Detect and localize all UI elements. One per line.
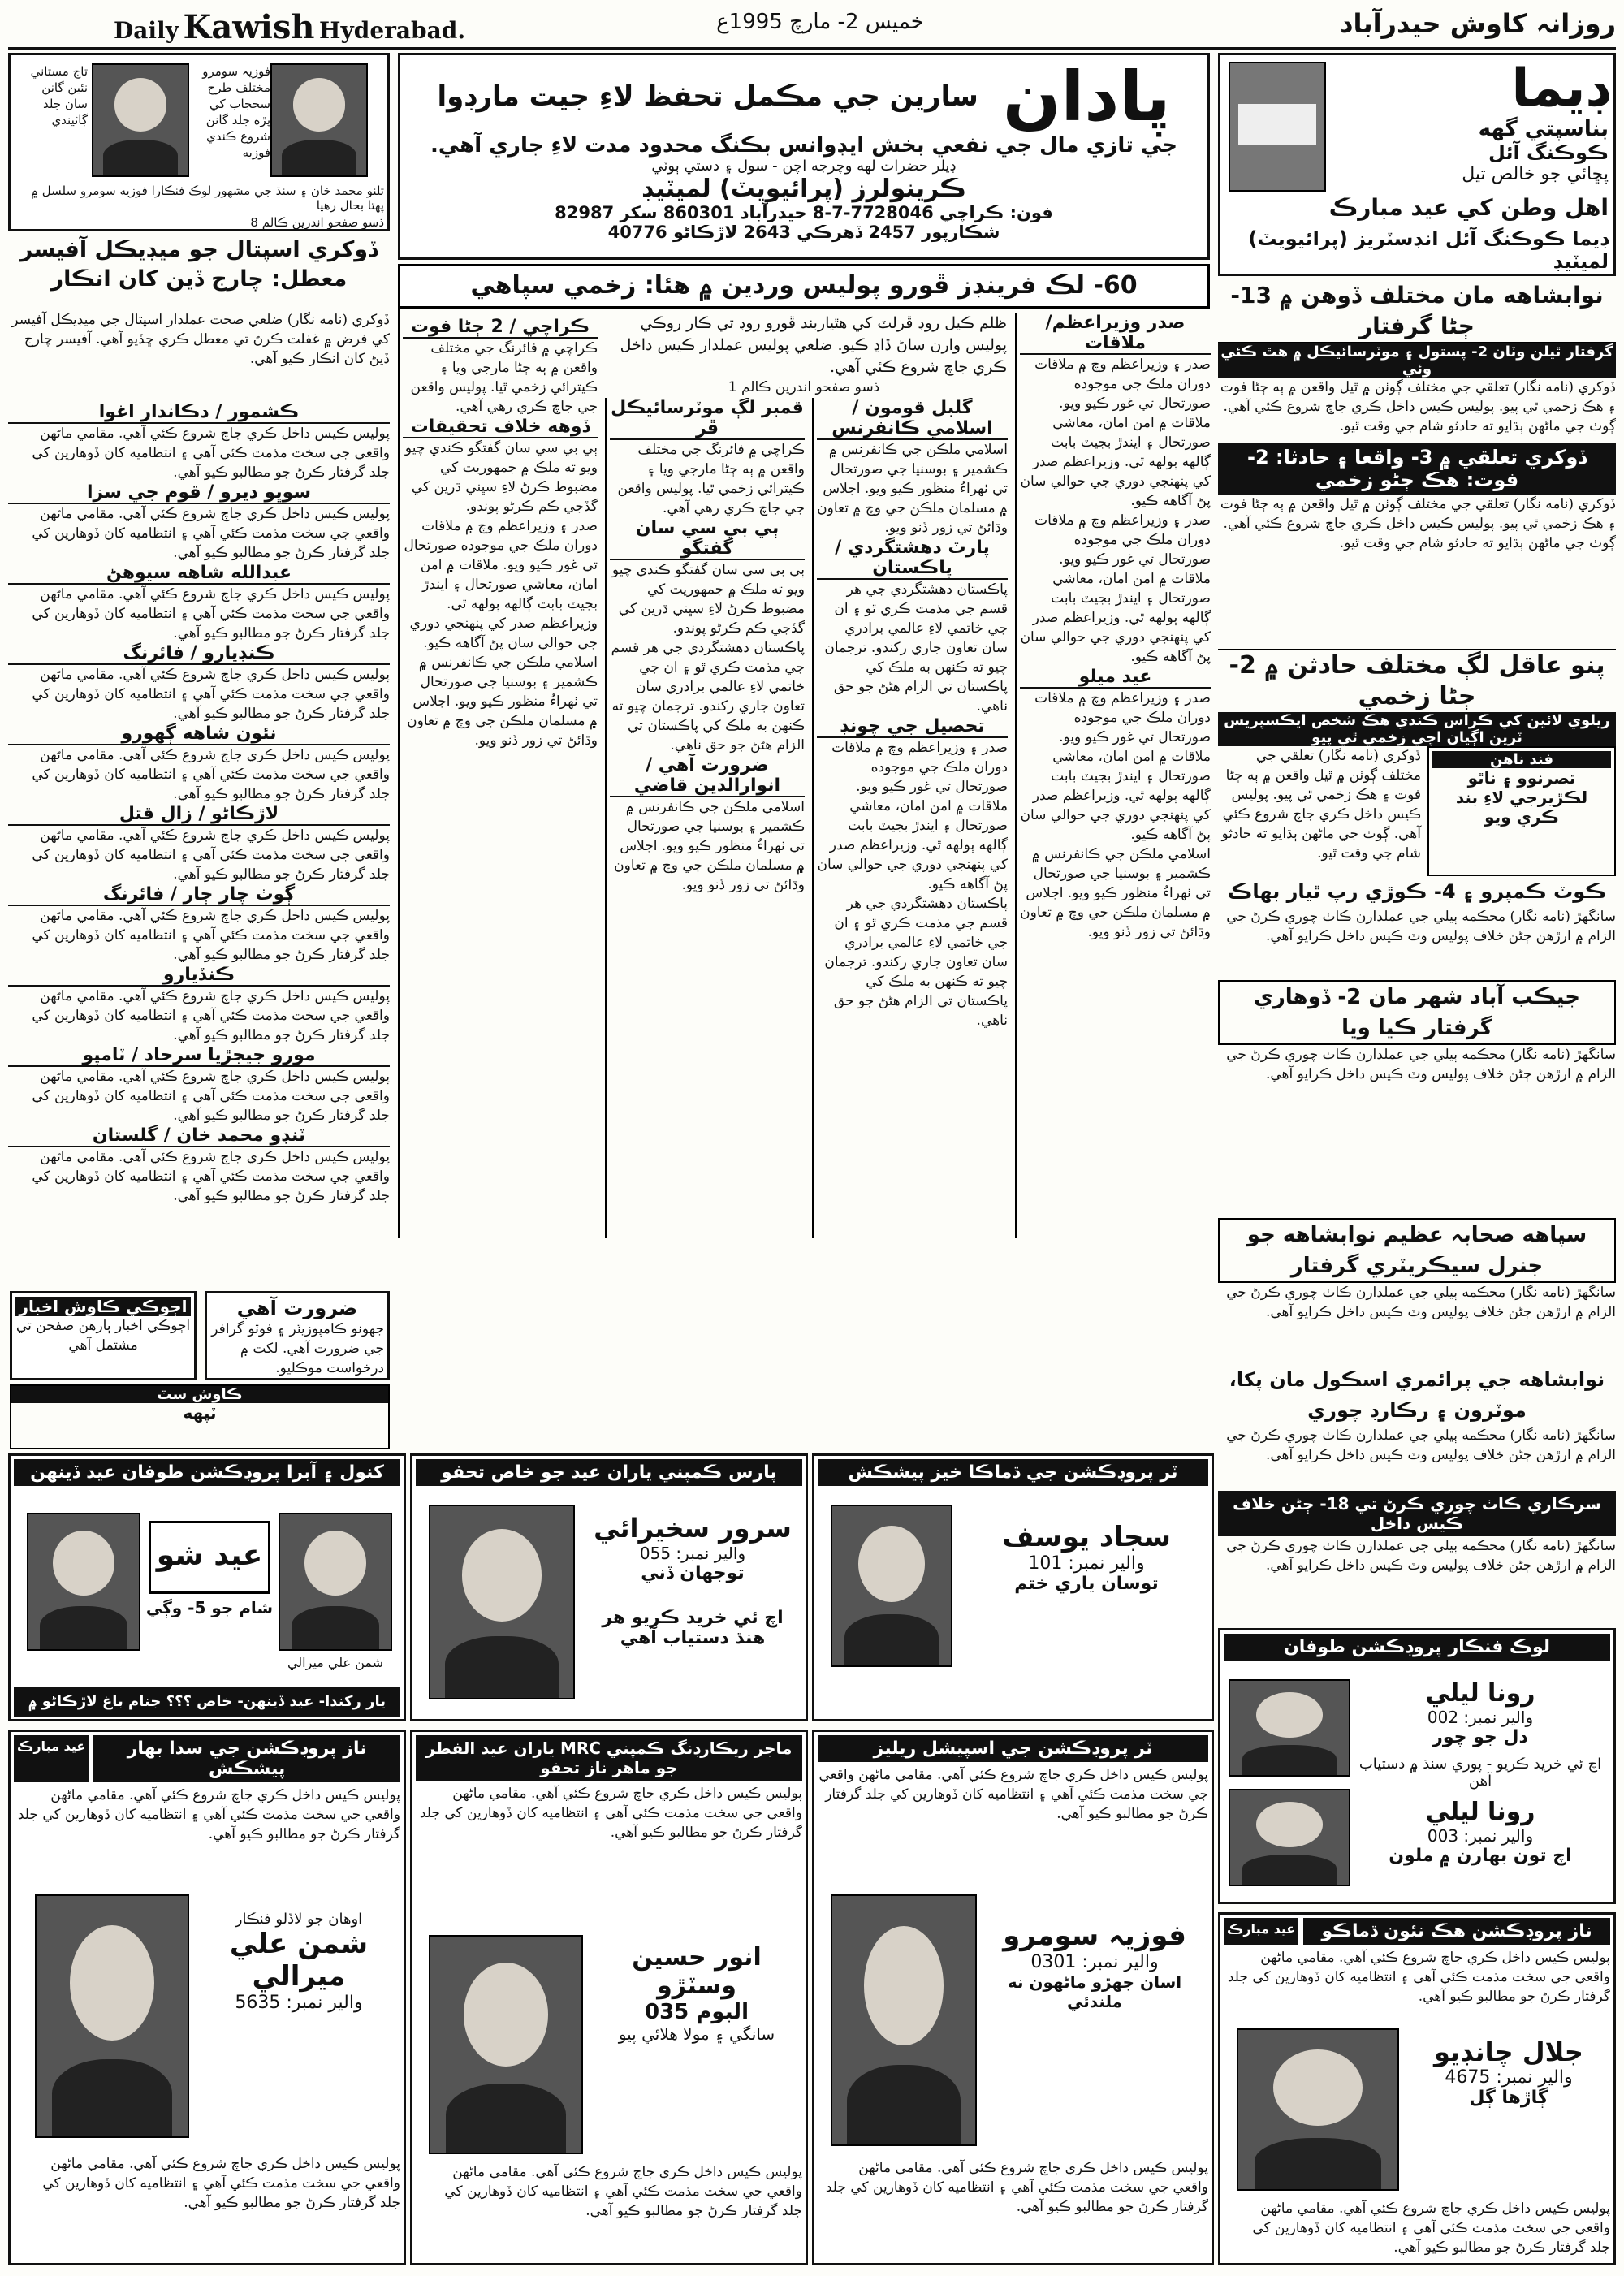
portrait-photo-1 xyxy=(270,63,368,177)
left-item-5: لاڙڪاڻو / زال قتل xyxy=(8,804,390,826)
cassette-ad-4-photo xyxy=(1229,1679,1350,1777)
cassette-ad-5-photo xyxy=(35,1894,189,2138)
cassette-ad-4-volume-2: والير نمبر: 003 xyxy=(1427,1826,1534,1846)
left-item-3-body: پوليس ڪيس داخل ڪري جاچ شروع ڪئي آهي. مقامي ماڻهن واقعي جي سخت مذمت ڪئي آهي ۽ انتظاميه کان ڏوهارين کي جلد گرفتار ڪرڻ جو مطالبو ڪيو آهي. xyxy=(32,667,390,722)
right-sub-3: ريلوي لائين کي ڪراس ڪندي هڪ شخص ايڪسپريس ٽرين اڳيان اچي زخمي ٿي پيو xyxy=(1218,712,1616,746)
right-sub-1: گرفتار ٿيلن وٽان 2- پستول ۽ موٽرسائيڪل ۾ هٿ ڪئي وئي xyxy=(1218,343,1616,378)
cassette-ad-3 xyxy=(812,1453,1214,1721)
cassette-ad-4-artist: رونا ليلي xyxy=(1425,1679,1535,1708)
cassette-ad-7-label: ٽر پروڊڪشن جي اسپيشل ريليز xyxy=(818,1735,1208,1762)
center-col-2-head: گلبل قومون / اسلامي ڪانفرنس xyxy=(817,398,1008,440)
cassette-ad-2-title: توجهان ڏني xyxy=(641,1563,745,1583)
portrait-photo-2 xyxy=(92,63,189,177)
masthead-left-title xyxy=(114,8,520,49)
center-col-6-body: ڪراچي ۾ فائرنگ جي مختلف واقعن ۾ ٻه ڄڻا مارجي ويا ۽ ڪيترائي زخمي ٿيا. پوليس واقعن جي جاچ ڪري رهي آهي. xyxy=(617,442,805,516)
center-col-4-body-b: پاڪستان دهشتگردي جي هر قسم جي مذمت ڪري ٿو ۽ ان جي خاتمي لاءِ عالمي برادري سان تعاون جاري رکندو. ترجمان چيو ته ڪنهن به ملڪ کي پاڪستان تي الزام هڻڻ جو حق ناهي. xyxy=(611,640,805,754)
cassette-ad-8-body: پوليس ڪيس داخل ڪري جاچ شروع ڪئي آهي. مقامي ماڻهن واقعي جي سخت مذمت ڪئي آهي ۽ انتظاميه کان ڏوهارين کي جلد گرفتار ڪرڻ جو مطالبو ڪيو آهي. xyxy=(1227,1950,1610,2005)
center-col-7-head: ڏوهه خلاف تحقيقات xyxy=(403,417,598,438)
left-item-8: مورو جيجڙيا سرحاد / ٽامپو xyxy=(8,1045,390,1067)
padan-phones-2: شڪارپور 2457 ڏهرڪي 2643 لاڙڪاڻو 40776 xyxy=(607,222,1000,242)
center-col-7-body: ٻي بي سي سان گفتگو ڪندي چيو ويو ته ملڪ ۾ جمهوريت کي مضبوط ڪرڻ لاءِ سڀني ڌرين کي گڏجي ڪم ڪرڻو پوندو. xyxy=(404,440,598,515)
cassette-ad-2 xyxy=(410,1453,808,1721)
cassette-ad-6-footer: پوليس ڪيس داخل ڪري جاچ شروع ڪئي آهي. مقامي ماڻهن واقعي جي سخت مذمت ڪئي آهي ۽ انتظاميه کان ڏوهارين کي جلد گرفتار ڪرڻ جو مطالبو ڪيو آهي. xyxy=(444,2164,802,2219)
right-headline-3: پنو عاقل لڳ مختلف حادثن ۾ 2- ڄڻا زخمي xyxy=(1218,649,1616,712)
cassette-ad-7-body: پوليس ڪيس داخل ڪري جاچ شروع ڪئي آهي. مقامي ماڻهن واقعي جي سخت مذمت ڪئي آهي ۽ انتظاميه کان ڏوهارين کي جلد گرفتار ڪرڻ جو مطالبو ڪيو آهي. xyxy=(818,1767,1208,1822)
cassette-ad-8-label: ناز پروڊڪشن هڪ نئون ڌماڪو xyxy=(1303,1918,1610,1945)
dima-ad xyxy=(1218,53,1616,276)
cassette-ad-5-volume: والير نمبر: 5635 xyxy=(235,1993,363,2013)
oil-can-icon xyxy=(1229,62,1326,192)
cassette-ad-8 xyxy=(1218,1912,1616,2265)
cassette-ad-2-info xyxy=(591,1513,794,1699)
padan-company: ڪرينولرز (پرائيويٽ) لميٽيڊ xyxy=(641,175,966,203)
dima-greeting: اهل وطن کي عيد مبارڪ xyxy=(1328,194,1609,221)
right-body-1: ڏوکري (نامه نگار) تعلقي جي مختلف ڳوٺن ۾ ٿيل واقعن ۾ ٻه ڄڻا فوت ۽ هڪ زخمي ٿي پيو. پوليس ڪيس داخل ڪري جاچ شروع ڪئي آهي. ڳوٺ جي ماڻهن ٻڌايو ته حادثو شام جي وقت ٿيو. xyxy=(1220,379,1616,434)
dima-line1: بناسپتي گهه xyxy=(1478,117,1609,141)
cassette-ad-7-volume: والير نمبر: 0301 xyxy=(1030,1952,1159,1972)
center-col-1 xyxy=(1015,313,1214,1238)
cassette-ad-8-eid-badge: عيد مبارڪ xyxy=(1224,1918,1298,1945)
cassette-ad-3-label: ٽر پروڊڪشن جي ڌماڪا خيز پيشڪش xyxy=(818,1459,1208,1486)
right-body-7: سانگهڙ (نامه نگار) محڪمه ٻيلي جي عملدارن ڪاٺ چوري ڪرڻ جي الزام ۾ ارڙهن ڄڻن خلاف پوليس وٽ ڪيس داخل ڪرايو آهي. xyxy=(1226,1427,1616,1463)
portrait-caption-2: تاج مستاني نئين گانن سان جلد ڳائيندي xyxy=(30,64,88,127)
cassette-ad-1-artist: شمن علي ميرالي xyxy=(287,1655,384,1670)
padan-header xyxy=(410,57,1198,136)
cassette-ad-7-title: اسان جهڙو ماڻهون نه ملندئي xyxy=(1007,1972,1182,2011)
dima-address xyxy=(1225,273,1609,276)
right-body-5: سانگهڙ (نامه نگار) محڪمه ٻيلي جي عملدارن ڪاٺ چوري ڪرڻ جي الزام ۾ ارڙهن ڄڻن خلاف پوليس وٽ ڪيس داخل ڪرايو آهي. xyxy=(1226,1047,1616,1082)
cassette-ad-3-info xyxy=(969,1521,1204,1683)
cassette-ad-4-volume: والير نمبر: 002 xyxy=(1427,1708,1534,1727)
cassette-ad-8-photo xyxy=(1237,2028,1399,2191)
cassette-ad-2-photo xyxy=(429,1505,575,1699)
cassette-ad-5-eid-badge: عيد مبارڪ xyxy=(14,1735,89,1782)
masthead-date: خميس 2- مارچ 1995ع xyxy=(716,10,924,34)
wanted-ad-body: جهونو ڪامپوزيٽر ۽ فوٽو گرافر جي ضرورت آهي. لکت ۾ درخواست موڪليو. xyxy=(211,1321,384,1376)
right-headline-7: نوابشاهه جي پرائمري اسڪول مان پکا، موٽرون ۽ رڪارڊ چوري xyxy=(1229,1368,1605,1422)
cassette-ad-6-label: ماجر ريڪارڊنگ ڪمپني MRC ياران عيد الفطر جو ماهر ناز تحفو xyxy=(416,1735,802,1781)
cassette-ad-3-title: توسان ياري ختم xyxy=(1014,1574,1159,1594)
main-headline: 60- لڪ فرينڊز ڦورو پوليس وردين ۾ هئا: زخمي سپاهي xyxy=(398,264,1210,309)
right-box-3-body: تصرنوو ۽ ناٿو لڪڙيرجي لاءِ بند ڪري ويو xyxy=(1455,768,1588,827)
center-col-5-head: ڪراچي / 2 ڄڻا فوت xyxy=(403,317,598,339)
cassette-ad-5-artist: شمن علي ميرالي xyxy=(229,1928,369,1993)
center-col-10-body-b: پاڪستان دهشتگردي جي هر قسم جي مذمت ڪري ٿو ۽ ان جي خاتمي لاءِ عالمي برادري سان تعاون جاري رکندو. ترجمان چيو ته ڪنهن به ملڪ کي پاڪستان تي الزام هڻڻ جو حق ناهي. xyxy=(824,896,1008,1029)
cassette-ad-6-body: پوليس ڪيس داخل ڪري جاچ شروع ڪئي آهي. مقامي ماڻهن واقعي جي سخت مذمت ڪئي آهي ۽ انتظاميه کان ڏوهارين کي جلد گرفتار ڪرڻ جو مطالبو ڪيو آهي. xyxy=(419,1786,802,1841)
cassette-ad-1-footer: يار رکندا- عيد ڏينهن- خاص ؟؟؟ جنام باغ لاڙڪاڻو ۾ xyxy=(14,1687,400,1717)
cassette-ad-4-photo-2 xyxy=(1229,1789,1350,1886)
center-col-3-head: پارٽ دهشتگردي / پاڪستان xyxy=(817,538,1008,580)
cassette-ad-5-info xyxy=(197,1911,400,2154)
center-col-2 xyxy=(812,398,1011,1238)
center-col-8-body: صدر ۽ وزيراعظم وچ ۾ ملاقات دوران ملڪ جي موجوده صورتحال تي غور ڪيو ويو. ملاقات ۾ امن امان، معاشي صورتحال ۽ ايندڙ بجيٽ بابت ڳالهه ٻولهه ٿي. وزيراعظم صدر کي پنهنجي دوري جي حوالي سان پڻ آگاهه ڪيو. xyxy=(1020,690,1211,843)
left-item-7-body: پوليس ڪيس داخل ڪري جاچ شروع ڪئي آهي. مقامي ماڻهن واقعي جي سخت مذمت ڪئي آهي ۽ انتظاميه کان ڏوهارين کي جلد گرفتار ڪرڻ جو مطالبو ڪيو آهي. xyxy=(32,988,390,1043)
cassette-ad-8-volume: والير نمبر: 4675 xyxy=(1445,2067,1573,2088)
cassette-ad-6-volume: البوم 035 xyxy=(645,2000,749,2024)
right-headline-2: ڏوکري تعلقي ۾ 3- واقعا ۽ حادثا: 2- فوت: هڪ ڄڻو زخمي xyxy=(1218,443,1616,495)
center-col-4-body: ٻي بي سي سان گفتگو ڪندي چيو ويو ته ملڪ ۾ جمهوريت کي مضبوط ڪرڻ لاءِ سڀني ڌرين کي گڏجي ڪم ڪرڻو پوندو. xyxy=(611,562,805,637)
center-col-1-body-b: صدر ۽ وزيراعظم وچ ۾ ملاقات دوران ملڪ جي موجوده صورتحال تي غور ڪيو ويو. ملاقات ۾ امن امان، معاشي صورتحال ۽ ايندڙ بجيٽ بابت ڳالهه ٻولهه ٿي. وزيراعظم صدر کي پنهنجي دوري جي حوالي سان پڻ آگاهه ڪيو. xyxy=(1020,512,1211,665)
center-col-9-body: اسلامي ملڪن جي ڪانفرنس ۾ ڪشمير ۽ بوسنيا جي صورتحال تي ٺهراءُ منظور ڪيو ويو. اجلاس ۾ مسلمان ملڪن جي وچ ۾ تعاون وڌائڻ تي زور ڏنو ويو. xyxy=(614,799,805,893)
cassette-ad-2-label: پارس ڪمپني ياران عيد جو خاص تحفو xyxy=(416,1459,802,1486)
left-item-6: ڳوٺ چار ڄار / فائرنگ xyxy=(8,884,390,906)
portrait-box xyxy=(8,53,390,231)
cassette-ad-1 xyxy=(8,1453,406,1721)
right-body-6: سانگهڙ (نامه نگار) محڪمه ٻيلي جي عملدارن ڪاٺ چوري ڪرڻ جي الزام ۾ ارڙهن ڄڻن خلاف پوليس وٽ ڪيس داخل ڪرايو آهي. xyxy=(1226,1285,1616,1320)
right-box-3-title: فند ناهن xyxy=(1432,751,1611,768)
wanted-ad-title: ضرورت آهي xyxy=(236,1297,358,1319)
left-item-8-body: پوليس ڪيس داخل ڪري جاچ شروع ڪئي آهي. مقامي ماڻهن واقعي جي سخت مذمت ڪئي آهي ۽ انتظاميه کان ڏوهارين کي جلد گرفتار ڪرڻ جو مطالبو ڪيو آهي. xyxy=(32,1069,390,1124)
right-body-2: ڏوکري (نامه نگار) تعلقي جي مختلف ڳوٺن ۾ ٿيل واقعن ۾ ٻه ڄڻا فوت ۽ هڪ زخمي ٿي پيو. پوليس ڪيس داخل ڪري جاچ شروع ڪئي آهي. ڳوٺ جي ماڻهن ٻڌايو ته حادثو شام جي وقت ٿيو. xyxy=(1220,496,1616,551)
left-item-9-body: پوليس ڪيس داخل ڪري جاچ شروع ڪئي آهي. مقامي ماڻهن واقعي جي سخت مذمت ڪئي آهي ۽ انتظاميه کان ڏوهارين کي جلد گرفتار ڪرڻ جو مطالبو ڪيو آهي. xyxy=(32,1149,390,1204)
dima-line3: پڇائي جو خالص تيل xyxy=(1462,164,1609,184)
masthead-hyderabad: Hyderabad. xyxy=(319,17,466,44)
kawish-info-box xyxy=(10,1291,197,1380)
cassette-ad-6-photo xyxy=(429,1935,583,2154)
cassette-ad-8-info xyxy=(1407,2036,1610,2191)
center-col-9-head: ضرورت آهي / انوارالدين قاضي xyxy=(610,755,805,797)
center-col-4-head: ٻي بي سي سان گفتگو xyxy=(610,518,805,560)
center-col-5-body: ڪراچي ۾ فائرنگ جي مختلف واقعن ۾ ٻه ڄڻا مارجي ويا ۽ ڪيترائي زخمي ٿيا. پوليس واقعن جي جاچ ڪري رهي آهي. xyxy=(410,340,598,415)
cassette-ad-5-footer: پوليس ڪيس داخل ڪري جاچ شروع ڪئي آهي. مقامي ماڻهن واقعي جي سخت مذمت ڪئي آهي ۽ انتظاميه کان ڏوهارين کي جلد گرفتار ڪرڻ جو مطالبو ڪيو آهي. xyxy=(42,2156,400,2211)
right-news-column xyxy=(1218,280,1616,1214)
cassette-ad-3-artist: سجاد يوسف xyxy=(1001,1521,1171,1553)
padan-ad xyxy=(398,53,1210,260)
eid-show-time: شام جو 5- وڳي xyxy=(145,1598,274,1617)
masthead-kawish: Kawish xyxy=(183,8,315,46)
kawish-set xyxy=(10,1384,390,1449)
right-headline-5: جيڪب آباد شهر مان 2- ڏوهاري گرفتار ڪيا ويا xyxy=(1218,980,1616,1045)
cassette-ad-1-photo xyxy=(279,1513,392,1651)
right-body-8: سانگهڙ (نامه نگار) محڪمه ٻيلي جي عملدارن ڪاٺ چوري ڪرڻ جي الزام ۾ ارڙهن ڄڻن خلاف پوليس وٽ ڪيس داخل ڪرايو آهي. xyxy=(1226,1538,1616,1574)
cassette-ad-5 xyxy=(8,1730,406,2265)
center-col-6-head: قمبر لڳ موٽرسائيڪل ڦر xyxy=(611,398,804,438)
cassette-ad-8-title: ڳاڙها ڳل xyxy=(1469,2088,1548,2108)
cassette-ad-8-footer: پوليس ڪيس داخل ڪري جاچ شروع ڪئي آهي. مقامي ماڻهن واقعي جي سخت مذمت ڪئي آهي ۽ انتظاميه کان ڏوهارين کي جلد گرفتار ڪرڻ جو مطالبو ڪيو آهي. xyxy=(1252,2200,1610,2256)
cassette-ad-4-available: اچ ئي خريد ڪريو - پوري سنڌ ۾ دستياب آهن xyxy=(1358,1756,1602,1790)
cassette-ad-6-info xyxy=(591,1943,802,2105)
dima-line2: ڪوڪنگ آئل xyxy=(1488,141,1609,164)
left-item-1: سوڀو ديرو / قوم جي سزا xyxy=(8,482,390,504)
padan-dealers: ڊيلر حضرات لهه وچرجه اچن - سول ۽ دستي ٻوٽي xyxy=(651,158,957,175)
cassette-ad-2-volume: والير نمبر: 055 xyxy=(639,1544,746,1563)
center-col-1-head: صدر وزيراعظم/ ملاقات xyxy=(1020,313,1211,355)
cassette-ad-4-label: لوڪ فنڪار پروڊڪشن طوفان xyxy=(1224,1634,1610,1661)
left-item-0: ڪشمور / دڪاندار اغوا xyxy=(8,402,390,424)
cassette-ad-4-title-2: اچ تون بهارن ۾ ملون xyxy=(1389,1846,1572,1866)
center-col-7-body-c: اسلامي ملڪن جي ڪانفرنس ۾ ڪشمير ۽ بوسنيا جي صورتحال تي ٺهراءُ منظور ڪيو ويو. اجلاس ۾ مسلمان ملڪن جي وچ ۾ تعاون وڌائڻ تي زور ڏنو ويو. xyxy=(407,654,598,749)
right-headline-8: سرڪاري ڪاٺ چوري ڪرڻ تي 18- ڄڻن خلاف ڪيس داخل xyxy=(1218,1491,1616,1536)
center-col-4 xyxy=(398,268,601,1238)
cassette-ad-4-info xyxy=(1358,1679,1602,1890)
cassette-ad-6 xyxy=(410,1730,808,2265)
kawish-info-body: اڄوڪي اخبار ٻارهن صفحن تي مشتمل آهي xyxy=(15,1318,191,1354)
left-item-9: ٽنڊو محمد خان / گلستان xyxy=(8,1125,390,1147)
portrait-note: تلنو محمد خان ۽ سنڌ جي مشهور لوڪ فنڪارا فوزيه سومرو سلسل ۾ پهتا بحال رهيا xyxy=(31,184,384,213)
cassette-ad-5-title: اوهان جو لاڏلو فنڪار xyxy=(235,1911,363,1928)
left-item-2: عبدالله شاهه سيوهڻ xyxy=(8,563,390,585)
center-col-10-head: تحصيل جي چونڊ xyxy=(817,716,1008,738)
padan-phones: فون: ڪراچي 7728046-7-8 حيدرآباد 860301 سکر 82987 xyxy=(555,203,1053,222)
cassette-ad-7-artist: فوزيہ سومرو xyxy=(1003,1920,1186,1952)
center-col-2-body: اسلامي ملڪن جي ڪانفرنس ۾ ڪشمير ۽ بوسنيا جي صورتحال تي ٺهراءُ منظور ڪيو ويو. اجلاس ۾ مسلمان ملڪن جي وچ ۾ تعاون وڌائڻ تي زور ڏنو ويو. xyxy=(817,442,1008,536)
masthead-daily: Daily xyxy=(114,17,179,44)
masthead-right-title: روزانہ کاوش حيدرآباد xyxy=(1340,8,1616,39)
left-item-7: ڪنڏيارو xyxy=(8,965,390,987)
cassette-ad-5-body: پوليس ڪيس داخل ڪري جاچ شروع ڪئي آهي. مقامي ماڻهن واقعي جي سخت مذمت ڪئي آهي ۽ انتظاميه کان ڏوهارين کي جلد گرفتار ڪرڻ جو مطالبو ڪيو آهي. xyxy=(17,1787,400,1842)
center-col-3-body: پاڪستان دهشتگردي جي هر قسم جي مذمت ڪري ٿو ۽ ان جي خاتمي لاءِ عالمي برادري سان تعاون جاري رکندو. ترجمان چيو ته ڪنهن به ملڪ کي پاڪستان تي الزام هڻڻ جو حق ناهي. xyxy=(824,581,1008,715)
cassette-ad-2-available: اچ ئي خريد ڪريو هر هنڌ دستياب آهي xyxy=(602,1608,784,1648)
center-col-8-head: عيد ميلو xyxy=(1020,667,1211,689)
eid-show-title: عيد شو xyxy=(149,1521,270,1594)
cassette-ad-8-artist: جلال چانڊيو xyxy=(1434,2036,1583,2067)
right-body-4: سانگهڙ (نامه نگار) محڪمه ٻيلي جي عملدارن ڪاٺ چوري ڪرڻ جي الزام ۾ ارڙهن ڄڻن خلاف پوليس وٽ ڪيس داخل ڪرايو آهي. xyxy=(1226,909,1616,944)
dima-brand: ڊيما xyxy=(1511,58,1609,119)
cassette-ad-1-photo-2 xyxy=(27,1513,140,1651)
wanted-ad xyxy=(205,1291,390,1380)
padan-tagline: سارين جي مڪمل تحفظ لاءِ جيت مارڊوا xyxy=(437,80,978,113)
cassette-ad-7-footer: پوليس ڪيس داخل ڪري جاچ شروع ڪئي آهي. مقامي ماڻهن واقعي جي سخت مذمت ڪئي آهي ۽ انتظاميه کان ڏوهارين کي جلد گرفتار ڪرڻ جو مطالبو ڪيو آهي. xyxy=(825,2160,1208,2215)
portrait-ref: ذسو صفحو اندرين ڪالم 8 xyxy=(250,215,384,230)
kawish-set-sub: ٽپهه xyxy=(183,1403,217,1423)
cassette-ad-7 xyxy=(812,1730,1214,2265)
portrait-caption-1: فوزيہ سومرو مختلف طرح سحجاب کي پڙه جلد گانن شروع ڪندي فوزيه xyxy=(202,64,270,160)
cassette-ad-4 xyxy=(1218,1628,1616,1904)
cassette-ad-5-label: ناز پروڊڪشن جي سدا بهار پيشڪش xyxy=(93,1735,400,1782)
left-item-3: ڪنڊيارو / فائرنگ xyxy=(8,643,390,665)
dima-company: ڊيما ڪوڪنگ آئل انڊسٽريز (پرائيويٽ) لميٽيڊ xyxy=(1248,227,1609,273)
kawish-info-title: اڄوڪي ڪاوش اخبار xyxy=(15,1297,191,1316)
right-box-3 xyxy=(1427,746,1616,876)
right-headline-4: ڪوٽ ڪمپرو ۽ 4- ڪوڙي رپ ٿيار بهاڪ xyxy=(1227,880,1607,903)
left-item-4: نئون شاهه ڳهورو xyxy=(8,723,390,745)
left-item-1-body: پوليس ڪيس داخل ڪري جاچ شروع ڪئي آهي. مقامي ماڻهن واقعي جي سخت مذمت ڪئي آهي ۽ انتظاميه کان ڏوهارين کي جلد گرفتار ڪرڻ جو مطالبو ڪيو آهي. xyxy=(32,506,390,561)
left-body-1: ڏوکري (نامه نگار) ضلعي صحت عملدار اسپتال جي ميڊيڪل آفيسر کي فرض ۾ غفلت ڪرڻ تي معطل ڪري ڇڏيو آهي. آفيسر چارج ڏيڻ کان انڪار ڪيو آهي. xyxy=(11,312,390,367)
cassette-ad-6-title: سانگي ۽ مولا هلائي پيو xyxy=(618,2024,775,2044)
left-item-6-body: پوليس ڪيس داخل ڪري جاچ شروع ڪئي آهي. مقامي ماڻهن واقعي جي سخت مذمت ڪئي آهي ۽ انتظاميه کان ڏوهارين کي جلد گرفتار ڪرڻ جو مطالبو ڪيو آهي. xyxy=(32,908,390,963)
right-headline-1: نوابشاهه مان مختلف ڏوهن ۾ 13- ڄڻا گرفتار xyxy=(1218,280,1616,343)
right-headline-6: سپاهه صحابہ عظيم نوابشاهه جو جنرل سيڪريٽري گرفتار xyxy=(1218,1218,1616,1283)
cassette-ad-7-info xyxy=(985,1919,1204,2122)
right-body-3: ڏوکري (نامه نگار) تعلقي جي مختلف ڳوٺن ۾ ٿيل واقعن ۾ ٻه ڄڻا فوت ۽ هڪ زخمي ٿي پيو. پوليس ڪيس داخل ڪري جاچ شروع ڪئي آهي. ڳوٺ جي ماڻهن ٻڌايو ته حادثو شام جي وقت ٿيو. xyxy=(1221,748,1421,862)
cassette-ad-3-photo xyxy=(831,1505,952,1667)
cassette-ad-1-label: کنول ۽ آبرا پروڊڪشن طوفان عيد ڏينهن xyxy=(14,1459,400,1486)
center-col-1-body-a: صدر ۽ وزيراعظم وچ ۾ ملاقات دوران ملڪ جي موجوده صورتحال تي غور ڪيو ويو. ملاقات ۾ امن امان، معاشي صورتحال ۽ ايندڙ بجيٽ بابت ڳالهه ٻولهه ٿي. وزيراعظم صدر کي پنهنجي دوري جي حوالي سان پڻ آگاهه ڪيو. xyxy=(1020,356,1211,509)
masthead-rule xyxy=(8,47,1616,50)
left-news-list xyxy=(8,402,390,1287)
left-headline-1: ڏوکري اسپتال جو ميڊيڪل آفيسر معطل: چارج ڏين کان انڪار xyxy=(19,237,378,292)
cassette-ad-7-photo xyxy=(831,1894,977,2146)
cassette-ad-4-artist-2: رونا ليلي xyxy=(1425,1798,1535,1826)
left-item-0-body: پوليس ڪيس داخل ڪري جاچ شروع ڪئي آهي. مقامي ماڻهن واقعي جي سخت مذمت ڪئي آهي ۽ انتظاميه کان ڏوهارين کي جلد گرفتار ڪرڻ جو مطالبو ڪيو آهي. xyxy=(32,425,390,481)
center-col-10-body: صدر ۽ وزيراعظم وچ ۾ ملاقات دوران ملڪ جي موجوده صورتحال تي غور ڪيو ويو. ملاقات ۾ امن امان، معاشي صورتحال ۽ ايندڙ بجيٽ بابت ڳالهه ٻولهه ٿي. وزيراعظم صدر کي پنهنجي دوري جي حوالي سان پڻ آگاهه ڪيو. xyxy=(817,740,1008,892)
left-item-5-body: پوليس ڪيس داخل ڪري جاچ شروع ڪئي آهي. مقامي ماڻهن واقعي جي سخت مذمت ڪئي آهي ۽ انتظاميه کان ڏوهارين کي جلد گرفتار ڪرڻ جو مطالبو ڪيو آهي. xyxy=(32,827,390,883)
main-headline-body: ظلم ڪيل روڊ ڦرلٽ کي هٿياربند ڦورو روڊ تي ڪار روڪي پوليس وارن ساڻ ڏاڍ ڪيو. ضلعي پوليس عملدار ڪيس داخل ڪري جاچ شروع ڪئي آهي. xyxy=(620,314,1007,376)
cassette-ad-6-artist: انور حسين وسٽڙو xyxy=(632,1943,762,2000)
right-news-column-2 xyxy=(1218,1218,1616,1624)
main-headline-ref: ذسو صفحو اندرين ڪالم 1 xyxy=(728,379,880,395)
kawish-set-label: ڪاوش سٽ xyxy=(11,1386,388,1403)
left-item-4-body: پوليس ڪيس داخل ڪري جاچ شروع ڪئي آهي. مقامي ماڻهن واقعي جي سخت مذمت ڪئي آهي ۽ انتظاميه کان ڏوهارين کي جلد گرفتار ڪرڻ جو مطالبو ڪيو آهي. xyxy=(32,747,390,802)
center-col-3 xyxy=(605,398,808,1238)
cassette-ad-3-volume: والير نمبر: 101 xyxy=(1028,1553,1145,1574)
padan-brand: پادان xyxy=(1002,57,1171,136)
left-item-2-body: پوليس ڪيس داخل ڪري جاچ شروع ڪئي آهي. مقامي ماڻهن واقعي جي سخت مذمت ڪئي آهي ۽ انتظاميه کان ڏوهارين کي جلد گرفتار ڪرڻ جو مطالبو ڪيو آهي. xyxy=(32,586,390,641)
center-col-7-body-b: صدر ۽ وزيراعظم وچ ۾ ملاقات دوران ملڪ جي موجوده صورتحال تي غور ڪيو ويو. ملاقات ۾ امن امان، معاشي صورتحال ۽ ايندڙ بجيٽ بابت ڳالهه ٻولهه ٿي. وزيراعظم صدر کي پنهنجي دوري جي حوالي سان پڻ آگاهه ڪيو. xyxy=(404,518,598,651)
cassette-ad-2-artist: سرور سخيرائي xyxy=(594,1513,792,1544)
cassette-ad-4-title: دل جو چور xyxy=(1432,1727,1528,1747)
padan-booking: جي تازي مال جي نفعي بخش ايڊوانس بڪنگ محدود مدت لاءِ جاري آهي. xyxy=(430,133,1178,158)
center-col-8-body-b: اسلامي ملڪن جي ڪانفرنس ۾ ڪشمير ۽ بوسنيا جي صورتحال تي ٺهراءُ منظور ڪيو ويو. اجلاس ۾ مسلمان ملڪن جي وچ ۾ تعاون وڌائڻ تي زور ڏنو ويو. xyxy=(1020,846,1211,940)
